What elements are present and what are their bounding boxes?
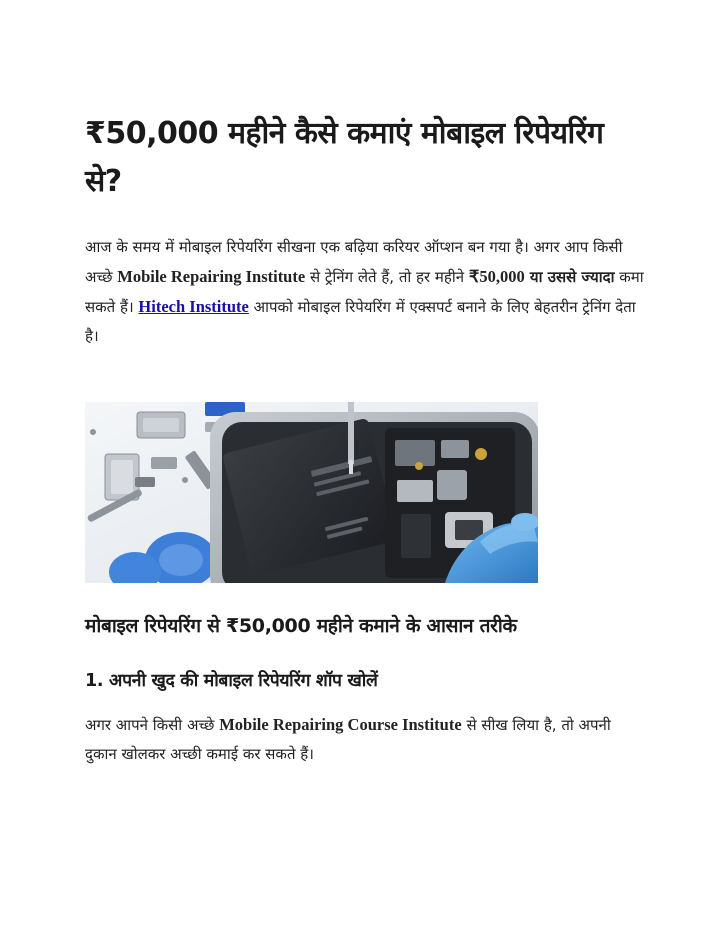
earning-amount: ₹50,000 <box>468 267 525 286</box>
intro-text-2: से ट्रेनिंग लेते हैं, तो हर महीने <box>305 268 469 286</box>
institute-name: Mobile Repairing Institute <box>117 267 306 286</box>
section-heading: मोबाइल रिपेयरिंग से ₹50,000 महीने कमाने के आसान तरीके <box>85 615 517 637</box>
intro-text-4: आपको मोबाइल रिपेयरिंग में एक्सपर्ट बनाने के लिए बेहतरीन ट्रेनिंग देता है। <box>85 298 636 345</box>
page-title: ₹50,000 महीने कैसे कमाएं मोबाइल रिपेयरिंग से? <box>85 116 604 199</box>
course-name: Mobile Repairing Course Institute <box>219 715 462 734</box>
phone-repair-illustration <box>85 402 538 583</box>
hero-image <box>85 402 538 583</box>
shop-text-2: से सीख लिया है, तो अपनी दुकान खोलकर अच्छी कमाई कर सकते हैं। <box>85 716 611 763</box>
sub-heading: 1. अपनी खुद की मोबाइल रिपेयरिंग शॉप खोलें <box>85 671 378 691</box>
intro-text-3: कमा सकते हैं। <box>85 268 644 316</box>
shop-paragraph <box>85 710 645 769</box>
intro-text-1: आज के समय में मोबाइल रिपेयरिंग सीखना एक बढ़िया करियर ऑप्शन बन गया है। अगर आप किसी अच्छे <box>85 238 623 286</box>
shop-text-1: अगर आपने किसी अच्छे <box>85 716 220 734</box>
hitech-institute-link[interactable]: Hitech Institute <box>138 297 249 316</box>
earning-amount-suffix: या उससे ज्यादा <box>524 268 615 286</box>
intro-paragraph <box>85 233 645 351</box>
